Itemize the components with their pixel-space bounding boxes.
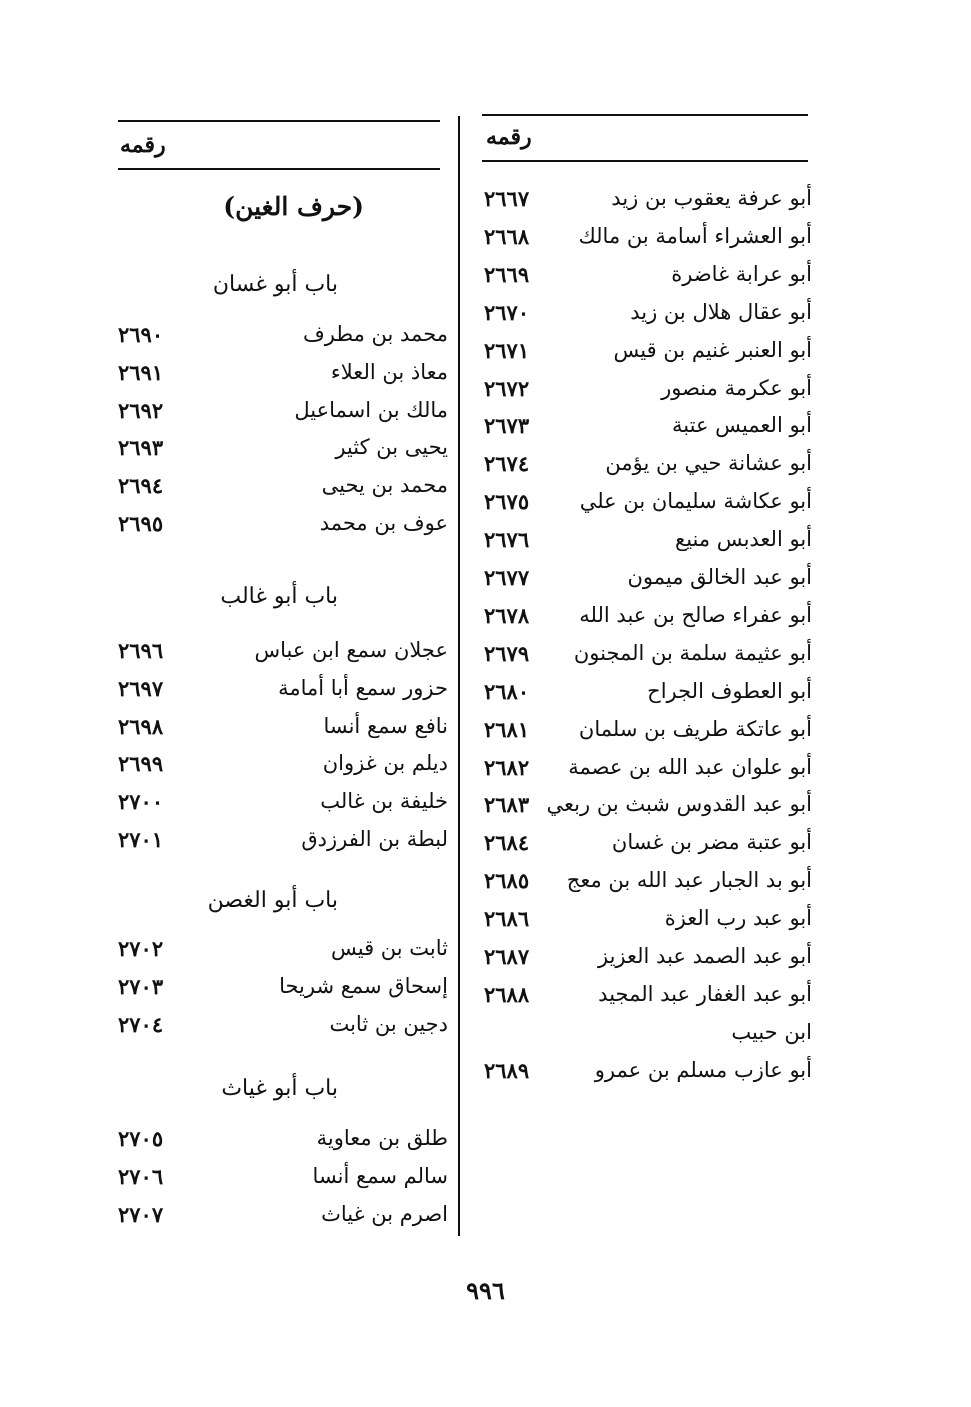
list-item	[484, 868, 812, 902]
list-item	[484, 603, 812, 637]
entry-name: أبو عتبة مضر بن غسان	[611, 830, 812, 854]
list-item	[118, 751, 448, 785]
entry-number: ٢٧٠٠	[118, 789, 164, 814]
letter-heading: (حرف الغين)	[223, 192, 364, 221]
list-item	[118, 789, 448, 823]
entry-name: ثابت بن قيس	[330, 936, 448, 960]
right-header-label: رقمه	[486, 124, 532, 150]
list-item	[484, 830, 812, 864]
entry-name: أبو العنبر غنيم بن قيس	[613, 338, 812, 362]
list-item	[484, 679, 812, 713]
left-header-label: رقمه	[120, 132, 166, 158]
list-item	[118, 473, 448, 507]
list-item	[118, 1012, 448, 1046]
entry-number: ٢٦٦٩	[484, 262, 530, 287]
entry-number: ٢٧٠٤	[118, 1012, 164, 1037]
entry-name: أبو عبد الخالق ميمون	[627, 565, 812, 589]
list-item	[484, 186, 812, 220]
entry-number: ٢٦٩٣	[118, 435, 164, 460]
entry-name: حزور سمع أبا أمامة	[278, 676, 448, 700]
list-item	[484, 338, 812, 372]
entry-name: معاذ بن العلاء	[330, 360, 448, 384]
entry-number: ٢٦٩٩	[118, 751, 164, 776]
entry-number: ٢٧٠٥	[118, 1126, 164, 1151]
list-item	[484, 792, 812, 826]
list-item	[118, 322, 448, 356]
entry-name: عجلان سمع ابن عباس	[254, 638, 448, 662]
entry-name: أبو عبد رب العزة	[664, 906, 812, 930]
entry-name: محمد بن يحيى	[321, 473, 448, 497]
entry-name: ديلم بن غزوان	[322, 751, 448, 775]
entry-number: ٢٧٠٢	[118, 936, 164, 961]
entry-name: أبو العميس عتبة	[672, 413, 812, 437]
list-item	[118, 974, 448, 1008]
list-item	[118, 936, 448, 970]
list-item	[118, 714, 448, 748]
entry-name: أبو عبد الغفار عبد المجيد	[598, 982, 812, 1006]
entry-name: نافع سمع أنسا	[323, 714, 448, 738]
entry-number: ٢٦٨٢	[484, 755, 530, 780]
entry-name: لبطة بن الفرزدق	[301, 827, 448, 851]
list-item	[484, 565, 812, 599]
list-item	[484, 376, 812, 410]
entry-number: ٢٦٧٧	[484, 565, 530, 590]
entry-name: أبو العدبس منيع	[675, 527, 812, 551]
list-item	[484, 755, 812, 789]
list-item	[118, 676, 448, 710]
list-item	[118, 511, 448, 545]
list-item	[484, 982, 812, 1016]
entry-number: ٢٦٧١	[484, 338, 530, 363]
entry-name: سالم سمع أنسا	[312, 1164, 448, 1188]
entry-number: ٢٦٨٤	[484, 830, 530, 855]
entry-name: أبو عقال هلال بن زيد	[630, 300, 812, 324]
entry-number: ٢٦٧٥	[484, 489, 530, 514]
list-item	[118, 1126, 448, 1160]
entry-number: ٢٦٩٠	[118, 322, 164, 347]
entry-number: ٢٦٨٣	[484, 792, 530, 817]
list-item	[484, 527, 812, 561]
entry-number: ٢٧٠١	[118, 827, 164, 852]
entry-name: دجين بن ثابت	[329, 1012, 448, 1036]
entry-name: يحيى بن كثير	[335, 435, 448, 459]
section-title: باب أبو غياث	[221, 1076, 338, 1101]
entry-name: أبو عازب مسلم بن عمرو	[594, 1058, 812, 1082]
entry-name: أبو عكاشة سليمان بن علي	[579, 489, 812, 513]
entry-number: ٢٧٠٣	[118, 974, 164, 999]
entry-number: ٢٦٨٦	[484, 906, 530, 931]
entry-number: ٢٦٩٧	[118, 676, 164, 701]
entry-name: أبو عثيمة سلمة بن المجنون	[573, 641, 812, 665]
entry-name: محمد بن مطرف	[303, 322, 448, 346]
entry-name: أبو عرابة غاضرة	[671, 262, 812, 286]
list-item	[118, 1164, 448, 1198]
list-item	[484, 413, 812, 447]
column-divider	[458, 116, 460, 1236]
entry-name: أبو عشانة حيي بن يؤمن	[605, 451, 812, 475]
list-item	[484, 262, 812, 296]
entry-number: ٢٦٨٥	[484, 868, 530, 893]
entry-number: ٢٦٧٨	[484, 603, 530, 628]
list-item	[484, 451, 812, 485]
entry-number: ٢٦٨١	[484, 717, 530, 742]
entry-number: ٢٦٩٨	[118, 714, 164, 739]
entry-number: ٢٦٩٥	[118, 511, 164, 536]
entry-name: مالك بن اسماعيل	[294, 398, 448, 422]
list-item	[484, 489, 812, 523]
entry-name: أبو عبد الصمد عبد العزيز	[598, 944, 812, 968]
entry-name: عوف بن محمد	[319, 511, 448, 535]
list-item	[484, 641, 812, 675]
list-item	[484, 906, 812, 940]
entry-number: ٢٧٠٧	[118, 1202, 164, 1227]
entry-number: ٢٦٩١	[118, 360, 164, 385]
entry-number: ٢٦٧٢	[484, 376, 530, 401]
entry-number: ٢٦٩٦	[118, 638, 164, 663]
entry-number: ٢٦٨٩	[484, 1058, 530, 1083]
page-number: ٩٩٦	[466, 1276, 505, 1305]
list-item	[118, 398, 448, 432]
entry-number: ٢٦٨٧	[484, 944, 530, 969]
entry-name: أبو عكرمة منصور	[661, 376, 812, 400]
entry-name: أبو عرفة يعقوب بن زيد	[611, 186, 812, 210]
list-item	[484, 300, 812, 334]
list-item	[118, 638, 448, 672]
entry-number: ٢٦٧٠	[484, 300, 530, 325]
entry-name: أبو بد الجبار عبد الله بن معج	[566, 868, 812, 892]
entry-name: اصرم بن غياث	[321, 1202, 448, 1226]
entry-name: أبو عاتكة طريف بن سلمان	[578, 717, 812, 741]
entry-name: خليفة بن غالب	[320, 789, 448, 813]
entry-number: ٢٧٠٦	[118, 1164, 164, 1189]
entry-name: ابن حبيب	[731, 1020, 812, 1044]
section-title: باب أبو غسان	[212, 272, 338, 297]
entry-number: ٢٦٩٤	[118, 473, 164, 498]
entry-number: ٢٦٧٦	[484, 527, 530, 552]
list-item	[118, 360, 448, 394]
list-item	[484, 1020, 812, 1054]
list-item	[484, 1058, 812, 1092]
entry-number: ٢٦٨٠	[484, 679, 530, 704]
entry-name: أبو عبد القدوس شبث بن ربعي	[546, 792, 812, 816]
entry-number: ٢٦٦٧	[484, 186, 530, 211]
entry-number: ٢٦٧٣	[484, 413, 530, 438]
entry-name: طلق بن معاوية	[316, 1126, 448, 1150]
entry-name: إسحاق سمع شريحا	[279, 974, 448, 998]
list-item	[118, 435, 448, 469]
list-item	[484, 224, 812, 258]
entry-number: ٢٦٧٩	[484, 641, 530, 666]
entry-name: أبو العطوف الجراح	[647, 679, 812, 703]
entry-name: أبو عفراء صالح بن عبد الله	[579, 603, 812, 627]
list-item	[484, 717, 812, 751]
section-title: باب أبو غالب	[220, 584, 338, 609]
entry-name: أبو العشراء أسامة بن مالك	[578, 224, 812, 248]
entry-number: ٢٦٨٨	[484, 982, 530, 1007]
right-column	[484, 0, 812, 1407]
entry-number: ٢٦٩٢	[118, 398, 164, 423]
entry-number: ٢٦٦٨	[484, 224, 530, 249]
list-item	[118, 827, 448, 861]
entry-name: أبو علوان عبد الله بن عصمة	[568, 755, 812, 779]
list-item	[118, 1202, 448, 1236]
left-column	[118, 0, 448, 1407]
list-item	[484, 944, 812, 978]
section-title: باب أبو الغصن	[207, 888, 338, 913]
entry-number: ٢٦٧٤	[484, 451, 530, 476]
